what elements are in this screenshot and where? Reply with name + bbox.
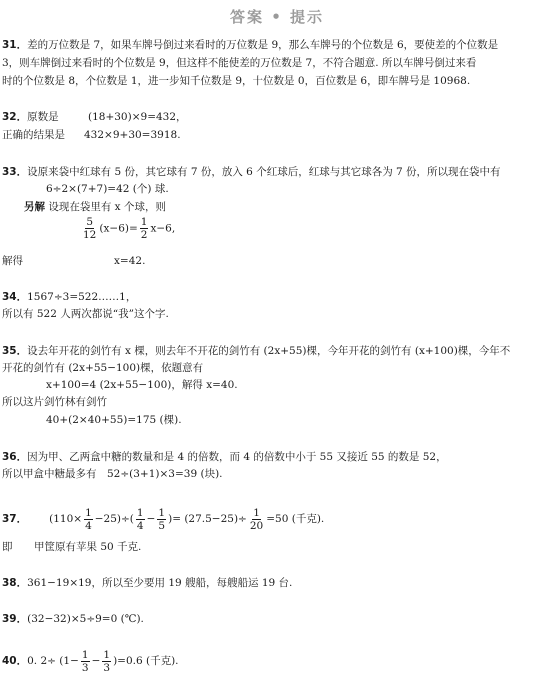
- q37-fraction-1-4-a: $\frac{1}{4}$: [85, 506, 92, 532]
- q34-number: 34．: [2, 291, 28, 303]
- q33-alt-line: 另解 设现在袋里有 x 个球，则: [24, 201, 166, 213]
- q32-expression2: 432×9+30=3918.: [84, 129, 181, 141]
- q38-line1: 38．361−19×19，所以至少要用 19 艘船，每艘船运 19 台.: [2, 577, 293, 589]
- q37-fraction-1-5: $\frac{1}{5}$: [158, 506, 166, 532]
- q40-number: 40．: [2, 655, 28, 667]
- q32-number: 32．: [2, 111, 28, 123]
- q33-equation: $\frac{5}{12}$ (x−6)= $\frac{1}{2}$ x−6,: [83, 216, 176, 241]
- q31-number: 31．: [2, 39, 28, 51]
- q37-fraction-1-4-b: $\frac{1}{4}$: [136, 506, 144, 532]
- q36-line1: 36．因为甲、乙两盒中糖的数量和是 4 的倍数，而 4 的倍数中小于 55 又接近 55 的数是 52，: [2, 451, 447, 463]
- q37-line2-label: 即: [2, 541, 13, 553]
- q33-fraction-5-12: $\frac{5}{12}$: [83, 216, 97, 241]
- q37-line2: 甲筐原有苹果 50 千克.: [34, 541, 142, 553]
- q34-line1: 34．1567÷3=522……1，: [2, 291, 137, 303]
- q34-line2: 所以有 522 人两次都说“我”这个字.: [2, 308, 169, 320]
- q31-line1: 31．差的万位数是 7，如果车牌号倒过来看时的万位数是 9，那么车牌号的个位数是 6，要使差的个位数是: [2, 39, 499, 51]
- q33-fraction-1-2: $\frac{1}{2}$: [140, 216, 148, 241]
- q36-line2: 所以甲盒中糖最多有 52÷(3+1)×3=39 (块).: [2, 468, 223, 480]
- q35-line5: 40+(2×40+55)=175 (棵).: [46, 414, 182, 426]
- q35-line3: x+100=4 (2x+55−100)，解得 x=40.: [46, 379, 238, 391]
- q33-solve-label: 解得: [2, 255, 23, 267]
- q32-line1: 32．原数是: [2, 111, 59, 123]
- q40-equation: 40．0. 2÷ (1− $\frac{1}{3}$ − $\frac{1}{3}$ )=0.6 (千克).: [2, 648, 179, 674]
- q37-number: 37．: [2, 513, 28, 525]
- q33-solve-result: x=42.: [114, 255, 146, 267]
- q31-line2: 3，则车牌倒过来看时的个位数是 9，但这样不能使差的万位数是 7，不符合题意. 所以车牌号倒过来看: [2, 57, 477, 69]
- q33-number: 33．: [2, 166, 28, 178]
- q35-line1: 35．设去年开花的剑竹有 x 棵，则去年不开花的剑竹有 (2x+55)棵，今年开花的剑竹有 (x+100)棵，今年不: [2, 345, 511, 357]
- q31-line3: 时的个位数是 8，个位数是 1，进一步知千位数是 9，十位数是 0，百位数是 6，即车牌号是 10968.: [2, 75, 471, 87]
- q39-line1: 39．(32−32)×5÷9=0 (℃).: [2, 613, 144, 625]
- q39-number: 39．: [2, 613, 28, 625]
- q35-number: 35．: [2, 345, 28, 357]
- q33-line1: 33．设原来袋中红球有 5 份，其它球有 7 份，放入 6 个红球后，红球与其它球各为 7 份，所以现在袋中有: [2, 166, 501, 178]
- q33-alt-label: 另解: [24, 201, 45, 213]
- q35-line4: 所以这片剑竹林有剑竹: [2, 396, 107, 408]
- page-title: 答案 • 提示: [229, 8, 325, 26]
- q37-equation: 37． (110× $\frac{1}{4}$ −25)÷( $\frac{1}{4}$ − $\frac{1}{5}$ )= (27.5−25)÷ $\frac{1}{20}$ =50 (千克).: [2, 506, 325, 532]
- q35-line2: 开花的剑竹有 (2x+55−100)棵，依题意有: [2, 362, 204, 374]
- q32-line2-label: 正确的结果是: [2, 129, 65, 141]
- q40-fraction-1-3-b: $\frac{1}{3}$: [103, 648, 111, 674]
- q33-line2: 6÷2×(7+7)=42 (个) 球.: [46, 183, 169, 195]
- q38-number: 38．: [2, 577, 28, 589]
- q36-number: 36．: [2, 451, 28, 463]
- q32-expression1: (18+30)×9=432，: [88, 111, 187, 123]
- q37-fraction-1-20: $\frac{1}{20}$: [249, 506, 264, 532]
- q40-fraction-1-3-a: $\frac{1}{3}$: [81, 648, 89, 674]
